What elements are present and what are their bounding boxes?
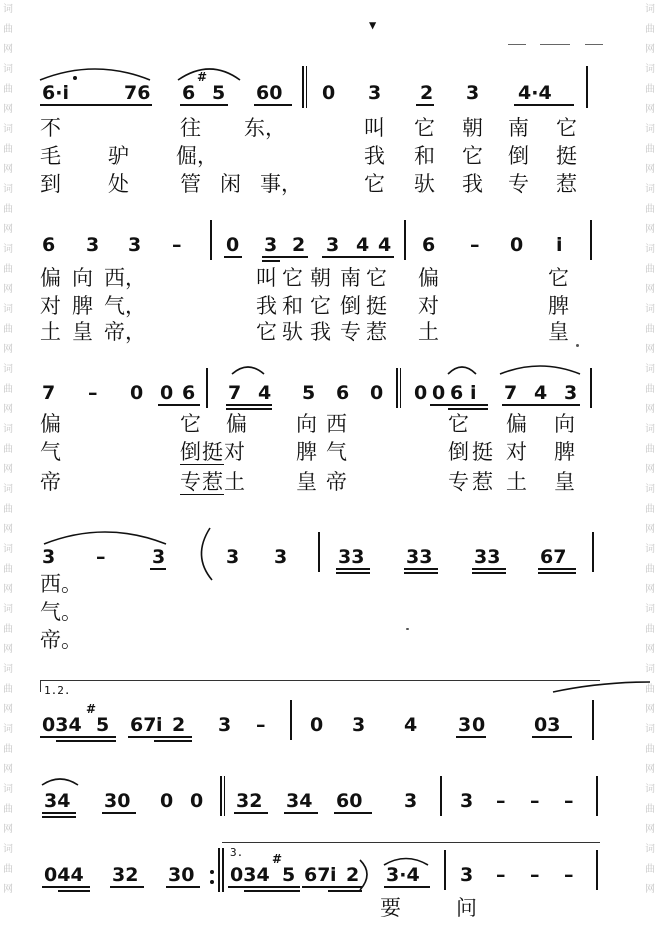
note: 33 [406, 546, 433, 568]
lyric: 它 [282, 266, 303, 290]
note: 0 [226, 234, 240, 256]
slur-arc [500, 366, 580, 374]
lyric: 我 [256, 294, 277, 318]
note: 32 [236, 790, 263, 812]
repeat-dot [210, 880, 214, 884]
lyric: 惹 [472, 470, 493, 494]
lyric: 叫 [256, 266, 277, 290]
note: 76 [124, 82, 151, 104]
note: 0 [432, 382, 446, 404]
lyric: 要 [380, 896, 401, 920]
note: i [330, 864, 337, 886]
lyric: 南 [340, 266, 361, 290]
barline [302, 66, 304, 108]
note: – [256, 714, 266, 736]
lyric: 偏 [40, 412, 61, 436]
octave-dot [73, 76, 77, 80]
note: 4 [534, 382, 548, 404]
note: 30 [104, 790, 131, 812]
note: 3 [466, 82, 480, 104]
beam [532, 736, 572, 738]
lyric: 我 [364, 144, 385, 168]
lyric: 倒 [180, 440, 201, 464]
lyric: 管 [180, 172, 201, 196]
lyric: 驮 [282, 320, 303, 344]
beam [42, 812, 76, 814]
lyric: 它 [414, 116, 435, 140]
note: – [496, 790, 506, 812]
lyric: 偏 [506, 412, 527, 436]
volta-label: 3. [230, 846, 244, 859]
note: 5 [302, 382, 316, 404]
note: 0 [370, 382, 384, 404]
lyric: 它 [310, 294, 331, 318]
lyric: 它 [364, 172, 385, 196]
beam [42, 816, 76, 818]
note: – [172, 234, 182, 256]
note: 2 [346, 864, 360, 886]
sharp-sign: # [272, 852, 283, 866]
note: 3 [458, 714, 472, 736]
note: 60 [256, 82, 283, 104]
note: 4 [258, 382, 272, 404]
lyric: 它 [448, 412, 469, 436]
note: 3·4 [386, 864, 420, 886]
barline [396, 368, 398, 408]
beam [538, 568, 576, 570]
barline [210, 220, 212, 260]
barline [596, 776, 598, 816]
note: 6 [182, 382, 196, 404]
note: 6 [182, 82, 196, 104]
beam [244, 890, 300, 892]
barline [220, 776, 222, 816]
barline [590, 220, 592, 260]
note: 7 [228, 382, 242, 404]
note: 34 [44, 790, 71, 812]
lyric: 西 [326, 412, 347, 436]
lyric: 处 [108, 172, 129, 196]
lyric: 它 [556, 116, 577, 140]
lyric: 对 [418, 294, 439, 318]
lyric: 和 [282, 294, 303, 318]
beam [456, 736, 486, 738]
beam [472, 568, 506, 570]
barline [318, 532, 320, 572]
note: 3 [42, 546, 56, 568]
note: – [88, 382, 98, 404]
barline [596, 850, 598, 890]
note: 0 [160, 790, 174, 812]
lyric: 事， [260, 172, 302, 196]
volta-hook [40, 680, 41, 692]
slur-arc [178, 69, 240, 80]
underline [180, 464, 224, 465]
note: 6 [422, 234, 436, 256]
open-paren [204, 542, 213, 564]
barline [444, 850, 446, 890]
note: 7 [504, 382, 518, 404]
note: 3 [218, 714, 232, 736]
note: – [564, 864, 574, 886]
sharp-sign: # [197, 70, 208, 84]
lyric: 和 [414, 144, 435, 168]
lyric: 西。 [40, 572, 82, 596]
beam [158, 404, 200, 406]
lyric: 我 [310, 320, 331, 344]
note: 2 [172, 714, 186, 736]
stray-mark: ▼ [369, 18, 377, 32]
barline [404, 220, 406, 260]
beam [42, 886, 90, 888]
lyric: 脾 [72, 294, 93, 318]
note: 4 [378, 234, 392, 256]
beam [150, 568, 166, 570]
lyric: 惹 [366, 320, 387, 344]
beam [514, 104, 574, 106]
speck [576, 344, 579, 347]
beam [430, 404, 488, 406]
volta-label: 1.2. [44, 684, 71, 697]
lyric: 东， [244, 116, 286, 140]
note: 3 [460, 790, 474, 812]
lyric: 倔， [176, 144, 218, 168]
note: 0 [160, 382, 174, 404]
note: 3 [404, 790, 418, 812]
lyric: 倒 [508, 144, 529, 168]
lyric: 专 [340, 320, 361, 344]
watermark-right: 词曲网词曲网词曲网词曲网词曲网词曲网词曲网词曲网词曲网词曲网词曲网词曲网词曲网词曲网词曲网 [645, 4, 655, 895]
note: 0 [190, 790, 204, 812]
lyric: 脾 [548, 294, 569, 318]
lyric: 向 [554, 412, 575, 436]
note: 4 [404, 714, 418, 736]
beam [56, 740, 116, 742]
lyric: 土 [418, 320, 439, 344]
note: 2 [420, 82, 434, 104]
lyric: 专 [448, 470, 469, 494]
lyric: 偏 [418, 266, 439, 290]
lyric: 皇 [296, 470, 317, 494]
lyric: 它 [548, 266, 569, 290]
lyric: 帝。 [40, 628, 82, 652]
barline [440, 776, 442, 816]
note: – [96, 546, 106, 568]
beam [254, 104, 292, 106]
lyric: 皇 [548, 320, 569, 344]
note: 6 [336, 382, 350, 404]
note: 5 [96, 714, 110, 736]
beam [322, 256, 394, 258]
lyric: 对 [224, 440, 245, 464]
note: 3 [86, 234, 100, 256]
note: 034 [42, 714, 82, 736]
note: 3 [460, 864, 474, 886]
note: 6·i [42, 82, 69, 104]
beam [336, 568, 370, 570]
beam [262, 260, 280, 262]
lyric: 朝 [310, 266, 331, 290]
beam [58, 890, 90, 892]
lyric: 我 [462, 172, 483, 196]
note: – [530, 864, 540, 886]
note: 4·4 [518, 82, 552, 104]
beam [180, 104, 228, 106]
beam [538, 572, 576, 574]
beam [40, 736, 116, 738]
note: 33 [474, 546, 501, 568]
lyric: 问 [456, 896, 477, 920]
speck [406, 628, 409, 630]
barline [224, 776, 225, 816]
lyric: 惹 [556, 172, 577, 196]
beam [110, 886, 144, 888]
note: 0 [414, 382, 428, 404]
lyric: 往 [180, 116, 201, 140]
underline [180, 494, 224, 495]
lyric: 气 [326, 440, 347, 464]
beam [302, 886, 362, 888]
note: 67 [540, 546, 567, 568]
note: 60 [336, 790, 363, 812]
lyric: 对 [40, 294, 61, 318]
note: – [496, 864, 506, 886]
note: 34 [286, 790, 313, 812]
slur-arc [42, 779, 78, 785]
lyric: 帝 [40, 470, 61, 494]
note: 3 [226, 546, 240, 568]
lyric: 到 [40, 172, 61, 196]
note: 3 [128, 234, 142, 256]
note: 3 [152, 546, 166, 568]
lyric: 驮 [414, 172, 435, 196]
barline [592, 700, 594, 740]
beam [328, 890, 362, 892]
note: i [156, 714, 163, 736]
lyric: 土 [224, 470, 245, 494]
note: 67 [130, 714, 157, 736]
note: 30 [168, 864, 195, 886]
note: 0 [472, 714, 486, 736]
volta-line [40, 680, 600, 681]
lyric: 气。 [40, 600, 82, 624]
beam [384, 886, 430, 888]
note: 3 [326, 234, 340, 256]
beam [226, 408, 272, 410]
lyric: 脾 [296, 440, 317, 464]
lyric: 它 [180, 412, 201, 436]
slur-arc [40, 69, 150, 80]
note: 6 [450, 382, 464, 404]
note: 33 [338, 546, 365, 568]
lyric: 向 [72, 266, 93, 290]
sharp-sign: # [86, 702, 97, 716]
note: i [556, 234, 563, 256]
slur-arc [448, 367, 476, 374]
lyric: 挺 [202, 440, 223, 464]
lyric: 帝， [104, 320, 146, 344]
lyric: 偏 [226, 412, 247, 436]
lyric: 驴 [108, 144, 129, 168]
lyric: 它 [462, 144, 483, 168]
lyric: 南 [508, 116, 529, 140]
lyric: 专 [180, 470, 201, 494]
lyric: 皇 [72, 320, 93, 344]
beam [226, 404, 272, 406]
barline [222, 848, 224, 892]
note: 5 [282, 864, 296, 886]
barline [306, 66, 307, 108]
beam [404, 568, 438, 570]
lyric: 惹 [202, 470, 223, 494]
tie-arc [44, 532, 166, 544]
beam [154, 740, 192, 742]
note: – [564, 790, 574, 812]
lyric: 专 [508, 172, 529, 196]
repeat-dot [210, 870, 214, 874]
lyric: 倒 [340, 294, 361, 318]
beam [262, 256, 308, 258]
note: 3 [368, 82, 382, 104]
note: 034 [230, 864, 270, 886]
lyric: 挺 [472, 440, 493, 464]
lyric: 皇 [554, 470, 575, 494]
lyric: 挺 [366, 294, 387, 318]
lyric: 帝 [326, 470, 347, 494]
beam [502, 404, 580, 406]
note: 03 [534, 714, 561, 736]
barline [218, 848, 220, 892]
beam [416, 104, 434, 106]
beam [166, 886, 200, 888]
lyric: 叫 [364, 116, 385, 140]
volta-line [222, 842, 600, 843]
beam [102, 812, 136, 814]
barline [206, 368, 208, 408]
note: i [470, 382, 477, 404]
lyric: 它 [256, 320, 277, 344]
note: 67 [304, 864, 331, 886]
note: 3 [564, 382, 578, 404]
note: 3 [352, 714, 366, 736]
lyric: 闲 [220, 172, 241, 196]
note: 6 [42, 234, 56, 256]
lyric: 气 [40, 440, 61, 464]
close-paren [362, 862, 369, 884]
note: – [470, 234, 480, 256]
note: 0 [510, 234, 524, 256]
barline [290, 700, 292, 740]
note: 0 [130, 382, 144, 404]
beam [336, 572, 370, 574]
lyric: 对 [506, 440, 527, 464]
lyric: 朝 [462, 116, 483, 140]
note: 0 [310, 714, 324, 736]
barline [400, 368, 401, 408]
barline [590, 368, 592, 408]
note: 32 [112, 864, 139, 886]
note: 3 [274, 546, 288, 568]
lyric: 西， [104, 266, 146, 290]
lyric: 倒 [448, 440, 469, 464]
beam [334, 812, 372, 814]
beam [234, 812, 268, 814]
note: 0 [322, 82, 336, 104]
note: 2 [292, 234, 306, 256]
note: 3 [264, 234, 278, 256]
beam [448, 408, 488, 410]
lyric: 不 [40, 116, 61, 140]
beam [224, 256, 242, 258]
lyric: 土 [40, 320, 61, 344]
slur-arc [553, 682, 650, 692]
lyric: 气， [104, 294, 146, 318]
lyric: 挺 [556, 144, 577, 168]
barline [586, 66, 588, 108]
beam [128, 736, 192, 738]
lyric: 脾 [554, 440, 575, 464]
note: 7 [42, 382, 56, 404]
lyric: 毛 [40, 144, 61, 168]
note: – [530, 790, 540, 812]
watermark-left: 词曲网词曲网词曲网词曲网词曲网词曲网词曲网词曲网词曲网词曲网词曲网词曲网词曲网词曲网词曲网 [3, 4, 13, 895]
note: 4 [356, 234, 370, 256]
note: 044 [44, 864, 84, 886]
beam [40, 104, 152, 106]
lyric: 偏 [40, 266, 61, 290]
lyric: 土 [506, 470, 527, 494]
slur-arc [232, 367, 264, 374]
barline [592, 532, 594, 572]
beam [404, 572, 438, 574]
note: 5 [212, 82, 226, 104]
lyric: 向 [296, 412, 317, 436]
beam [284, 812, 318, 814]
lyric: 它 [366, 266, 387, 290]
beam [228, 886, 300, 888]
beam [472, 572, 506, 574]
